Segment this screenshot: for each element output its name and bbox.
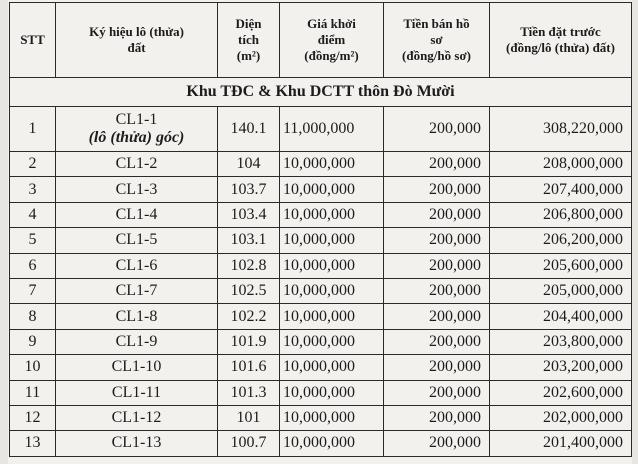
cell-tien-ban-ho-so: 200,000: [384, 107, 490, 152]
cell-tien-dat-truoc: 202,000,000: [490, 405, 632, 430]
cell-ky-hieu: CL1-11: [56, 380, 218, 405]
header-dien-tich: Diện tích (m²): [218, 3, 280, 78]
header-row: [10, 3, 632, 78]
cell-gia-khoi-diem: 10,000,000: [280, 304, 384, 329]
cell-ky-hieu: CL1-6: [56, 253, 218, 278]
lot-note: (lô (thửa) góc): [88, 129, 185, 146]
cell-ky-hieu: CL1-13: [56, 431, 218, 456]
table-row: [10, 304, 632, 329]
section-title: Khu TĐC & Khu DCTT thôn Đò Mười: [10, 78, 632, 107]
cell-tien-dat-truoc: 204,400,000: [490, 304, 632, 329]
cell-dien-tich: 102.5: [218, 278, 280, 303]
header-ky-hieu: Ký hiệu lô (thửa) đất: [56, 3, 218, 78]
cell-tien-ban-ho-so: 200,000: [384, 152, 490, 177]
cell-gia-khoi-diem: 10,000,000: [280, 253, 384, 278]
cell-gia-khoi-diem: 10,000,000: [280, 329, 384, 354]
cell-tien-dat-truoc: 206,200,000: [490, 228, 632, 253]
header-tien-ban-ho-so: Tiền bán hồ sơ (đồng/hồ sơ): [384, 3, 490, 78]
cell-tien-ban-ho-so: 200,000: [384, 405, 490, 430]
cell-stt: 6: [10, 253, 56, 278]
cell-ky-hieu: [56, 107, 218, 152]
cell-stt: 9: [10, 329, 56, 354]
table-row: [10, 431, 632, 456]
table-row: [10, 152, 632, 177]
cell-dien-tich: 102.2: [218, 304, 280, 329]
cell-stt: 10: [10, 355, 56, 380]
cell-tien-ban-ho-so: 200,000: [384, 380, 490, 405]
cell-dien-tich: 102.8: [218, 253, 280, 278]
document-page: [8, 0, 632, 464]
cell-tien-dat-truoc: 208,000,000: [490, 152, 632, 177]
cell-dien-tich: 104: [218, 152, 280, 177]
cell-dien-tich: 103.7: [218, 177, 280, 202]
cell-dien-tich: 101: [218, 405, 280, 430]
cell-dien-tich: 140.1: [218, 107, 280, 152]
cell-tien-dat-truoc: 205,000,000: [490, 278, 632, 303]
cell-stt: 3: [10, 177, 56, 202]
header-stt: STT: [10, 3, 56, 78]
table-row: [10, 405, 632, 430]
cell-ky-hieu: CL1-12: [56, 405, 218, 430]
cell-gia-khoi-diem: 10,000,000: [280, 380, 384, 405]
cell-tien-ban-ho-so: 200,000: [384, 177, 490, 202]
cell-gia-khoi-diem: 10,000,000: [280, 355, 384, 380]
cell-ky-hieu: CL1-2: [56, 152, 218, 177]
cell-tien-dat-truoc: 201,400,000: [490, 431, 632, 456]
cell-stt: 7: [10, 278, 56, 303]
cell-dien-tich: 101.6: [218, 355, 280, 380]
header-tien-dat-truoc: Tiền đặt trước (đồng/lô (thửa) đất): [490, 3, 632, 78]
cell-tien-ban-ho-so: 200,000: [384, 202, 490, 227]
cell-dien-tich: 103.1: [218, 228, 280, 253]
cell-ky-hieu: CL1-5: [56, 228, 218, 253]
cell-tien-dat-truoc: 205,600,000: [490, 253, 632, 278]
cell-stt: 8: [10, 304, 56, 329]
cell-ky-hieu: CL1-4: [56, 202, 218, 227]
cell-ky-hieu: CL1-10: [56, 355, 218, 380]
cell-tien-ban-ho-so: 200,000: [384, 355, 490, 380]
table-row: [10, 355, 632, 380]
cell-stt: 2: [10, 152, 56, 177]
cell-tien-ban-ho-so: 200,000: [384, 228, 490, 253]
cell-tien-dat-truoc: 206,800,000: [490, 202, 632, 227]
auction-lot-table: [9, 2, 632, 457]
table-row: [10, 278, 632, 303]
cell-gia-khoi-diem: 10,000,000: [280, 278, 384, 303]
table-row: [10, 253, 632, 278]
lot-code: CL1-1: [115, 111, 158, 128]
cell-tien-dat-truoc: 207,400,000: [490, 177, 632, 202]
cell-tien-dat-truoc: 202,600,000: [490, 380, 632, 405]
table-row: [10, 329, 632, 354]
cell-dien-tich: 100.7: [218, 431, 280, 456]
cell-gia-khoi-diem: 10,000,000: [280, 202, 384, 227]
cell-dien-tich: 103.4: [218, 202, 280, 227]
cell-gia-khoi-diem: 10,000,000: [280, 405, 384, 430]
cell-gia-khoi-diem: 10,000,000: [280, 177, 384, 202]
cell-ky-hieu: CL1-7: [56, 278, 218, 303]
cell-tien-dat-truoc: 203,200,000: [490, 355, 632, 380]
cell-gia-khoi-diem: 11,000,000: [280, 107, 384, 152]
cell-stt: 12: [10, 405, 56, 430]
cell-dien-tich: 101.3: [218, 380, 280, 405]
cell-tien-ban-ho-so: 200,000: [384, 431, 490, 456]
cell-stt: 11: [10, 380, 56, 405]
cell-ky-hieu: CL1-8: [56, 304, 218, 329]
cell-tien-ban-ho-so: 200,000: [384, 253, 490, 278]
cell-tien-dat-truoc: 308,220,000: [490, 107, 632, 152]
cell-gia-khoi-diem: 10,000,000: [280, 228, 384, 253]
cell-tien-dat-truoc: 203,800,000: [490, 329, 632, 354]
table-row: [10, 177, 632, 202]
cell-gia-khoi-diem: 10,000,000: [280, 431, 384, 456]
cell-tien-ban-ho-so: 200,000: [384, 278, 490, 303]
cell-gia-khoi-diem: 10,000,000: [280, 152, 384, 177]
section-row: [10, 78, 632, 107]
cell-stt: 1: [10, 107, 56, 152]
table-row: [10, 107, 632, 152]
table-row: [10, 202, 632, 227]
cell-ky-hieu: CL1-9: [56, 329, 218, 354]
cell-dien-tich: 101.9: [218, 329, 280, 354]
table-row: [10, 380, 632, 405]
table-row: [10, 228, 632, 253]
cell-tien-ban-ho-so: 200,000: [384, 304, 490, 329]
header-gia-khoi-diem: Giá khởi điểm (đồng/m²): [280, 3, 384, 78]
cell-stt: 5: [10, 228, 56, 253]
cell-ky-hieu: CL1-3: [56, 177, 218, 202]
cell-stt: 13: [10, 431, 56, 456]
cell-tien-ban-ho-so: 200,000: [384, 329, 490, 354]
cell-stt: 4: [10, 202, 56, 227]
